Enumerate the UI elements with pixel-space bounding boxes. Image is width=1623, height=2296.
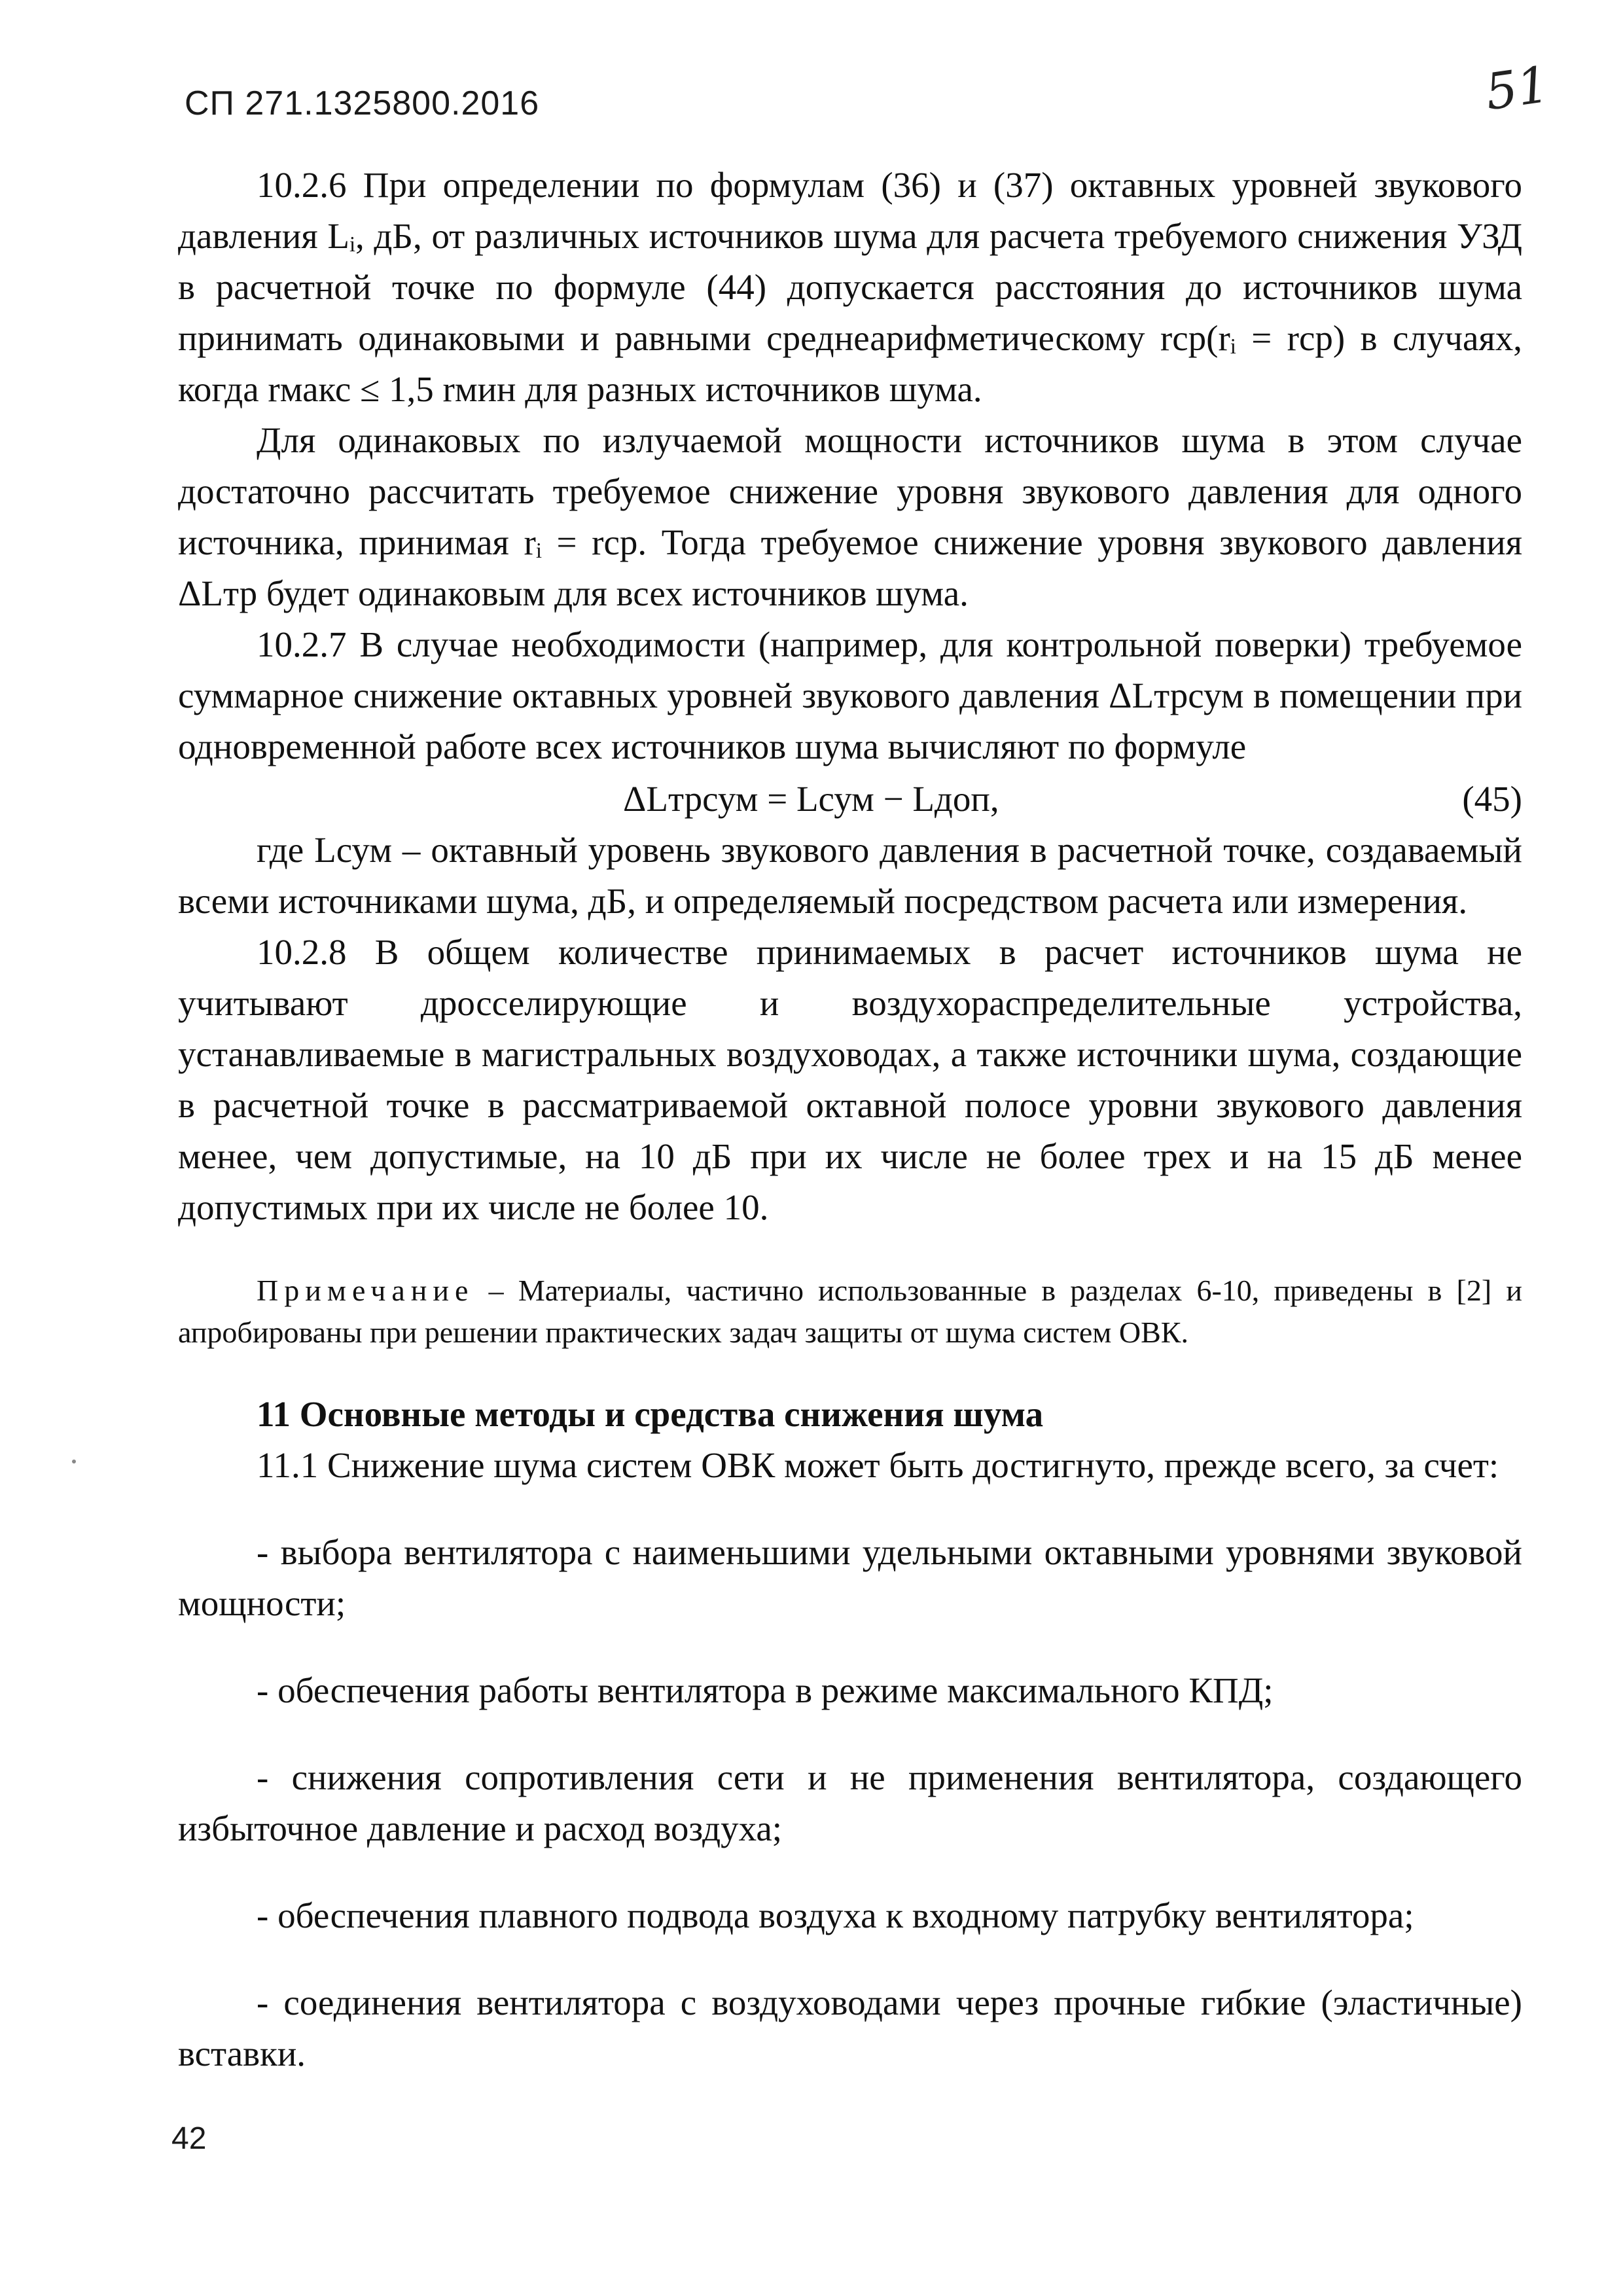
handwritten-page-mark: 51 [1482,54,1553,122]
list-item: - выбора вентилятора с наименьшими удельными октавными уровнями звуковой мощности; [178,1532,1522,1623]
scan-speck [72,1460,76,1463]
list-item: - обеспечения работы вентилятора в режиме максимального КПД; [257,1670,1274,1710]
document-body [178,160,1522,2115]
formula-expression: ΔLтрсум = Lсум − Lдоп, [623,779,999,819]
page-number: 42 [171,2121,207,2156]
paragraph-where: где Lсум – октавный уровень звукового давления в расчетной точке, создаваемый всеми источниками шума, дБ, и определяемый посредством расчета или измерения. [178,830,1522,921]
formula-45 [178,774,1522,825]
paragraph-10-2-8: 10.2.8 В общем количестве принимаемых в расчет источников шума не учитывают дросселирующие и воздухораспределительные устройства, устанавливаемые в магистральных воздуховодах, а также источники шума, создающие в расчетной точке в рассматриваемой октавной полосе уровни звукового давления менее, чем допустимые, на 10 дБ при их числе не более трех и на 15 дБ менее допустимых при их числе не более 10. [178,932,1522,1227]
paragraph-10-2-6: 10.2.6 При определении по формулам (36) и (37) октавных уровней звукового давления Lᵢ, дБ, от различных источников шума для расчета требуемого снижения УЗД в расчетной точке по формуле (44) допускается расстояния до источников шума принимать одинаковыми и равными среднеарифметическому rср(rᵢ = rср) в случаях, когда rмакс ≤ 1,5 rмин для разных источников шума. [178,165,1522,409]
section-11-heading: 11 Основные методы и средства снижения шума [257,1394,1044,1434]
list-item: - снижения сопротивления сети и не применения вентилятора, создающего избыточное давление и расход воздуха; [178,1757,1522,1848]
paragraph-11-1: 11.1 Снижение шума систем ОВК может быть достигнуто, прежде всего, за счет: [257,1445,1499,1485]
list-item: - соединения вентилятора с воздуховодами через прочные гибкие (эластичные) вставки. [178,1982,1522,2073]
paragraph-same-power: Для одинаковых по излучаемой мощности источников шума в этом случае достаточно рассчитать требуемое снижение уровня звукового давления для одного источника, принимая rᵢ = rср. Тогда требуемое снижение уровня звукового давления ΔLтр будет одинаковым для всех источников шума. [178,420,1522,613]
list-item: - обеспечения плавного подвода воздуха к входному патрубку вентилятора; [257,1895,1414,1935]
paragraph-10-2-7: 10.2.7 В случае необходимости (например, для контрольной поверки) требуемое суммарное снижение октавных уровней звукового давления ΔLтрсум в помещении при одновременной работе всех источников шума вычисляют по формуле [178,624,1522,766]
formula-number: (45) [1462,779,1522,819]
note [178,1270,1522,1354]
note-text: – Материалы, частично использованные в разделах 6-10, приведены в [2] и апробированы при решении практических задач защиты от шума систем ОВК. [178,1274,1522,1349]
document-code: СП 271.1325800.2016 [185,84,540,122]
note-label: Примечание [257,1274,474,1307]
